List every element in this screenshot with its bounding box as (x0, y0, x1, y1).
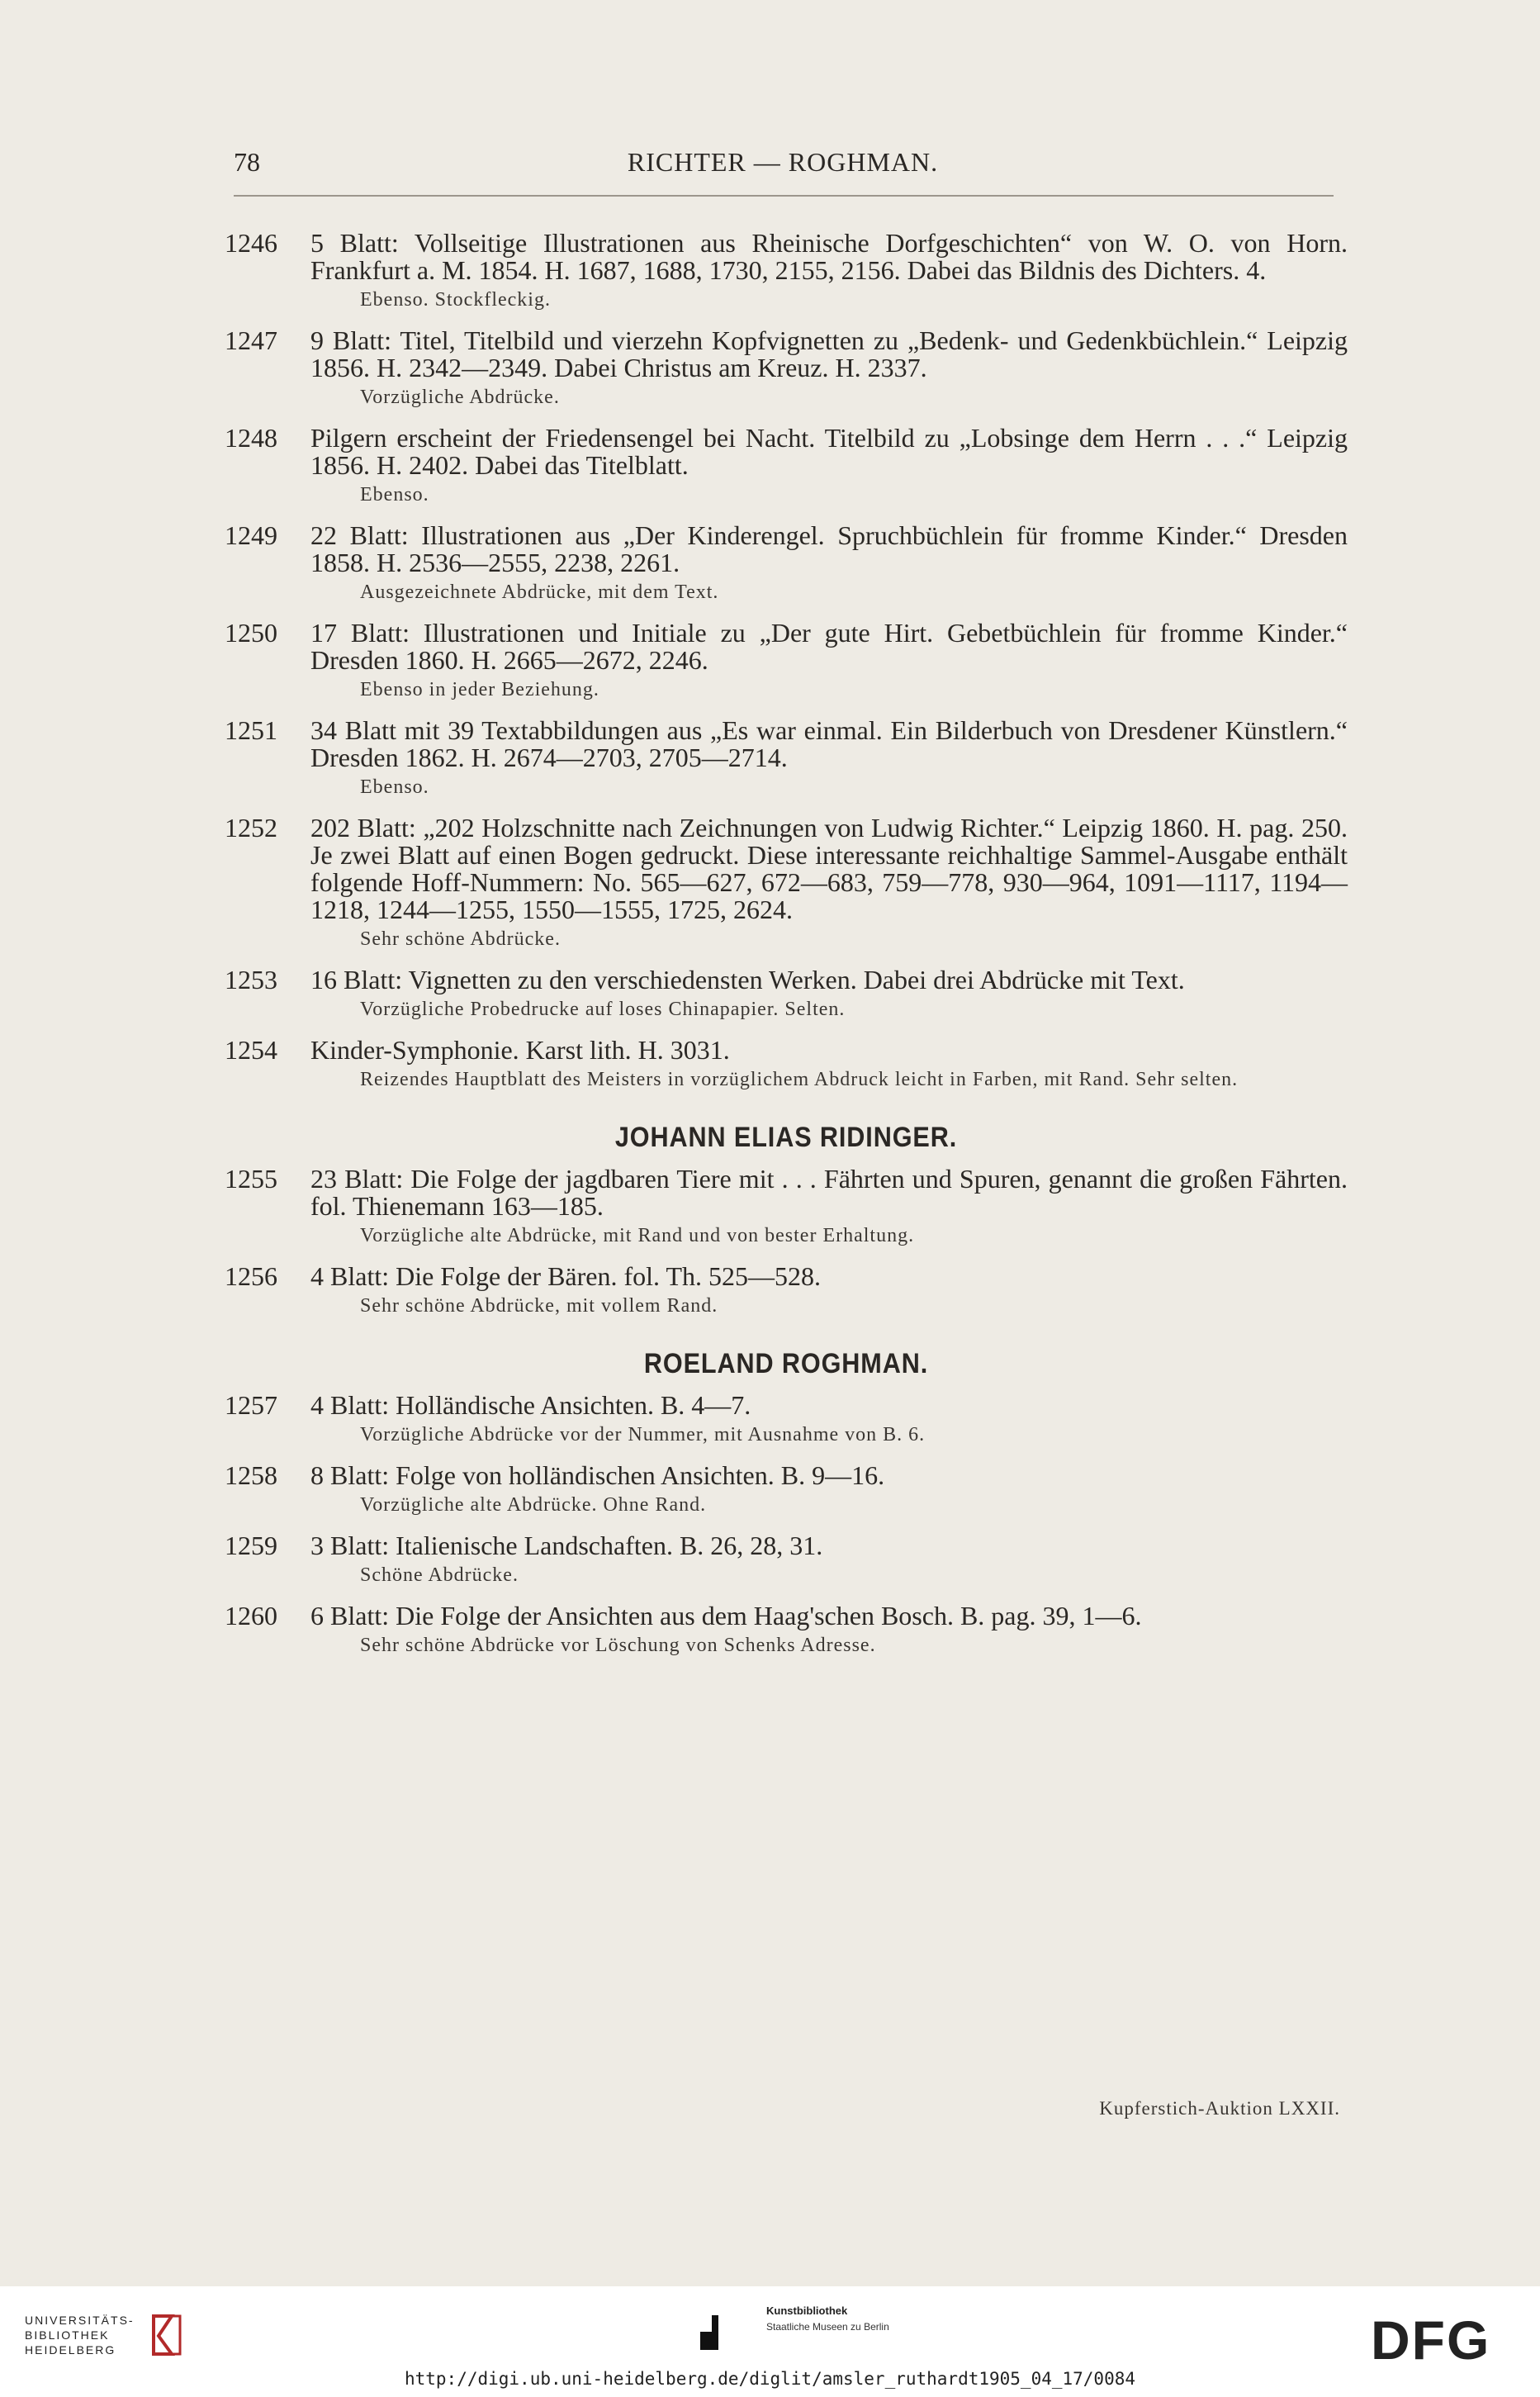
lot-number: 1251 (225, 715, 277, 745)
lot-number: 1257 (225, 1390, 277, 1420)
ub-logo-line: UNIVERSITÄTS- (25, 2314, 135, 2327)
lot-description: 4 Blatt: Holländische Ansichten. B. 4—7. (310, 1390, 751, 1420)
lot-number: 1260 (225, 1601, 277, 1630)
lot-description: 17 Blatt: Illustrationen und Initiale zu „Der gute Hirt. Gebetbüchlein für fromme Kinder.“ Dresden 1860. H. 2665—2672, 2246. (310, 618, 1348, 675)
lot-condition-note: Ebenso. (360, 776, 429, 798)
dfg-logo[interactable]: DFG (1371, 2309, 1491, 2371)
lot-condition-note: Vorzügliche Abdrücke vor der Nummer, mit Ausnahme von B. 6. (360, 1424, 926, 1445)
lot-number: 1250 (225, 618, 277, 648)
lot-number: 1252 (225, 813, 277, 843)
lot-description: 23 Blatt: Die Folge der jagdbaren Tiere mit . . . Fährten und Spuren, genannt die großen Fährten. fol. Thienemann 163—185. (310, 1164, 1348, 1221)
lot-description: 22 Blatt: Illustrationen aus „Der Kinderengel. Spruchbüchlein für fromme Kinder.“ Dresden 1858. H. 2536—2555, 2238, 2261. (310, 520, 1348, 577)
lot-number: 1255 (225, 1164, 277, 1194)
lot-description: 202 Blatt: „202 Holzschnitte nach Zeichnungen von Ludwig Richter.“ Leipzig 1860. H. pag. 250. Je zwei Blatt auf einen Bogen gedruckt. Diese interessante reichhaltige Sammel-Ausgabe enthält folgende Hoff-Nummern: No. 565—627, 672—683, 759—778, 930—964, 1091—1117, 1194—1218, 1244—1255, 1550—1555, 1725, 2624. (310, 813, 1348, 924)
lot-condition-note: Sehr schöne Abdrücke. (360, 928, 561, 950)
lot-description: 34 Blatt mit 39 Textabbildungen aus „Es war einmal. Ein Bilderbuch von Dresdener Künstlern.“ Dresden 1862. H. 2674—2703, 2705—2714. (310, 715, 1348, 772)
ub-logo-line: BIBLIOTHEK (25, 2328, 110, 2342)
kunstbibliothek-subtitle: Staatliche Museen zu Berlin (766, 2321, 889, 2333)
header-rule (234, 195, 1334, 197)
lot-number: 1258 (225, 1460, 277, 1490)
catalog-footer-note: Kupferstich-Auktion LXXII. (1099, 2098, 1340, 2119)
catalog-entry (225, 814, 1348, 952)
lot-number: 1249 (225, 520, 277, 550)
ub-heidelberg-mark-icon (147, 2313, 183, 2357)
catalog-entry (225, 1037, 1348, 1092)
lot-condition-note: Reizendes Hauptblatt des Meisters in vorzüglichem Abdruck leicht in Farben, mit Rand. Sehr selten. (360, 1069, 1239, 1090)
lot-condition-note: Vorzügliche Abdrücke. (360, 387, 560, 408)
lot-condition-note: Ausgezeichnete Abdrücke, mit dem Text. (360, 581, 719, 603)
lot-condition-note: Vorzügliche Probedrucke auf loses Chinapapier. Selten. (360, 999, 846, 1020)
section-heading-ridinger: JOHANN ELIAS RIDINGER. (614, 1122, 958, 1153)
lot-description: 3 Blatt: Italienische Landschaften. B. 26, 28, 31. (310, 1531, 823, 1560)
page-number: 78 (234, 147, 260, 177)
lot-condition-note: Vorzügliche alte Abdrücke. Ohne Rand. (360, 1494, 707, 1516)
lot-description: 9 Blatt: Titel, Titelbild und vierzehn Kopfvignetten zu „Bedenk- und Gedenkbüchlein.“ Leipzig 1856. H. 2342—2349. Dabei Christus am Kreuz. H. 2337. (310, 325, 1348, 382)
section-heading-roghman: ROELAND ROGHMAN. (643, 1348, 929, 1379)
lot-number: 1253 (225, 965, 277, 994)
lot-number: 1248 (225, 423, 277, 453)
page-header (234, 147, 1332, 183)
catalog-entry (225, 1165, 1348, 1248)
catalog-entry (225, 619, 1348, 702)
lot-description: 5 Blatt: Vollseitige Illustrationen aus Rheinische Dorfgeschichten“ von W. O. von Horn. Frankfurt a. M. 1854. H. 1687, 1688, 1730, 2155, 2156. Dabei das Bildnis des Dichters. 4. (310, 228, 1348, 285)
catalog-entry (225, 966, 1348, 1022)
lot-number: 1247 (225, 325, 277, 355)
lot-description: Kinder-Symphonie. Karst lith. H. 3031. (310, 1035, 730, 1065)
lot-condition-note: Ebenso. (360, 484, 429, 506)
catalog-entry (225, 1532, 1348, 1588)
lot-number: 1254 (225, 1035, 277, 1065)
catalog-entry (225, 425, 1348, 507)
running-title: RICHTER — ROGHMAN. (627, 147, 939, 177)
catalog-entry (225, 1602, 1348, 1658)
catalog-entry (225, 1392, 1348, 1447)
catalog-entry (225, 522, 1348, 605)
kunstbibliothek-name[interactable]: Kunstbibliothek (766, 2304, 848, 2317)
lot-condition-note: Ebenso. Stockfleckig. (360, 289, 551, 311)
catalog-entry (225, 1263, 1348, 1318)
lot-condition-note: Schöne Abdrücke. (360, 1564, 519, 1586)
lot-description: 6 Blatt: Die Folge der Ansichten aus dem Haag'schen Bosch. B. pag. 39, 1—6. (310, 1601, 1142, 1630)
ub-logo-line: HEIDELBERG (25, 2343, 116, 2357)
lot-condition-note: Sehr schöne Abdrücke, mit vollem Rand. (360, 1295, 718, 1317)
lot-number: 1256 (225, 1261, 277, 1291)
lot-number: 1246 (225, 228, 277, 258)
catalog-body (225, 230, 1348, 1673)
lot-description: 4 Blatt: Die Folge der Bären. fol. Th. 525—528. (310, 1261, 821, 1291)
catalog-entry (225, 1462, 1348, 1517)
lot-number: 1259 (225, 1531, 277, 1560)
lot-condition-note: Sehr schöne Abdrücke vor Löschung von Schenks Adresse. (360, 1635, 876, 1656)
lot-description: Pilgern erscheint der Friedensengel bei Nacht. Titelbild zu „Lobsinge dem Herrn . . .“ Leipzig 1856. H. 2402. Dabei das Titelblatt. (310, 423, 1348, 480)
catalog-entry (225, 230, 1348, 312)
lot-description: 16 Blatt: Vignetten zu den verschiedensten Werken. Dabei drei Abdrücke mit Text. (310, 965, 1185, 994)
lot-description: 8 Blatt: Folge von holländischen Ansichten. B. 9—16. (310, 1460, 885, 1490)
catalog-entry (225, 717, 1348, 800)
lot-condition-note: Vorzügliche alte Abdrücke, mit Rand und von bester Erhaltung. (360, 1225, 915, 1246)
catalog-entry (225, 327, 1348, 410)
permalink-url[interactable]: http://digi.ub.uni-heidelberg.de/diglit/amsler_ruthardt1905_04_17/0084 (404, 2369, 1135, 2389)
kunstbibliothek-mark-icon (700, 2315, 728, 2350)
lot-condition-note: Ebenso in jeder Beziehung. (360, 679, 599, 700)
